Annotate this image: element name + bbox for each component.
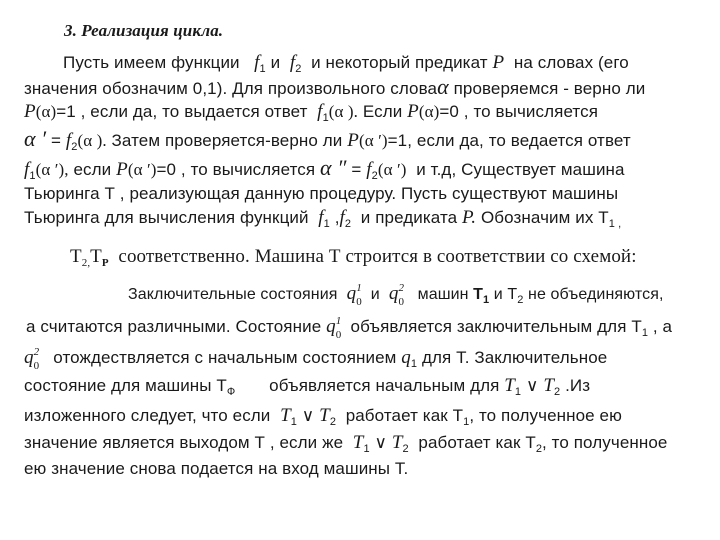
- text-line-14: значение является выходом Т , если же $T_1$ ∨ $T_2$ работает как $Т_2$, то полученное: [24, 432, 668, 455]
- text-line-6: Тьюринга Т , реализующая данную процедуру. Пусть существуют машины: [24, 184, 619, 203]
- text-line-9: Заключительные состояния q 1 0 и q 2 0 машин $Т_1$ и $Т_2$ не объединяются,: [128, 282, 664, 308]
- text-line-7: Тьюринга для вычисления функций $f_1$ $,f_2$ и предиката P. Обозначим их $Т_{1 ,}$: [24, 207, 622, 230]
- text-line-12: состояние для машины $Т_Ф$ объявляется начальным для $T_1$ ∨ $T_2$ .Из: [24, 375, 591, 398]
- text-line-2: значения обозначим 0,1). Для произвольного словаα проверяемся - верно ли: [24, 74, 646, 99]
- heading: 3. Реализация цикла.: [64, 21, 224, 40]
- text-line-1: Пусть имеем функции $f_1$ и $f_2$ и некоторый предикат P на словах (его: [63, 52, 629, 75]
- text-line-13: изложенного следует, что если $T_1$ ∨ $T_2$ работает как $Т_1$, то полученное ею: [24, 405, 622, 428]
- text-line-15: ею значение снова подается на вход машины Т.: [24, 459, 409, 478]
- text-line-8: $Т_{2,}Т_Р$ соответственно. Машина Т строится в соответствии со схемой:: [70, 246, 637, 269]
- text-line-10: а считаются различными. Состояние q 1 0 объявляется заключительным для $Т_1$ , а: [26, 315, 673, 341]
- text-line-4: α ′ = $f_2(\alpha$ ). Затем проверяется-верно ли P(α ′)=1, если да, то ведается ответ: [24, 126, 631, 153]
- text-line-5: $f_1(\alpha$ ′), если P(α ′)=0 , то вычисляется α ″ = $f_2(\alpha$ ′) и т.д, Существует машина: [24, 155, 625, 182]
- text-line-11: q 2 0 отождествляется с начальным состоянием $q_1$ для Т. Заключительное: [24, 346, 608, 372]
- text-line-3: P(α)=1 , если да, то выдается ответ $f_1(\alpha$ ). Если P(α)=0 , то вычисляется: [24, 101, 599, 124]
